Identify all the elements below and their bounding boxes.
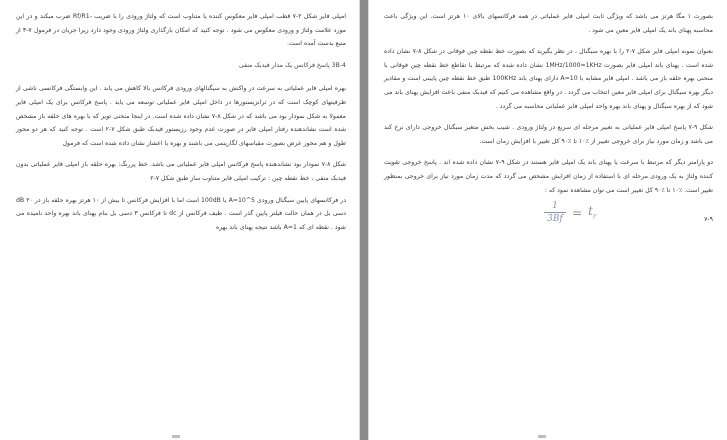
right-paragraph-2: بعنوان نمونه امپلی فایر شکل ۷-۲ را با بهره سیگنال ، در نظر بگیرید که بصورت خط نقطه چین فوقانی در شکل ۸-۷ نشان داده شده است . پهنای باند امپلی فایر بصورت 1MHz/1000=1KHz نشان داده شده که مرتبط با تقاطع خط نقطه چین فوقانی با منحنی بهره حلقه باز می باشد . امپلی فایر مشابه با A=10 دارای پهنای باند 100KHz طبق خط نقطه چین پایینی است و مقادیر دیگر بهره سیگنال برای امپلی فایر معین انتخاب می گردد . در واقع مشاهده می کنیم که فیدبک منفی باعث افزایش پهنای باند می شود که از بهره سیگنال و پهنای باند بهره واحد امپلی فایر عملیاتی محاسبه می گردد . xyxy=(384,48,714,110)
right-page xyxy=(368,0,727,440)
formula-denominator: 3Bf xyxy=(547,214,563,225)
left-paragraph-1: امپلی فایر شکل ۲-۷ قطب امپلی فایر معکوس کننده یا متناوب است که ولتاژ ورودی را با ضریب -Rf/R1 ضرب میکند و در این مورد علامت ولتاژ و ورودی معکوس می شود . توجه کنید که امکان بارگذاری ولتاژ ورودی وجود دارد زیرا جریان در فرمول ۷-۳ از منبع بدست آمده است. xyxy=(16,13,346,48)
formula-fraction xyxy=(544,201,566,224)
rise-time-formula xyxy=(544,201,596,224)
figure-caption-7-8: شکل ۸-۷ نمودار بود نشاندهنده پاسخ فرکانس امپلی فایر عملیاتی می باشد. خط پررنگ: بهره حلقه باز امپلی فایر عملیاتی بدون فیدبک منفی ، خط نقطه چین : ترکیب امپلی فایر متناوب ساز طبق شکل ۷-۲ xyxy=(16,161,346,182)
figure-caption-7-9: شکل ۹-۷ پاسخ امپلی فایر عملیاتی به تغییر مرحله ای سریع در ولتاژ ورودی . شیب بخش متغیر سیگنال خروجی دارای نرخ کند می باشد و زمان مورد نیاز برای خروجی تغییر از ٪۱۰ تا ٪۹۰ کل تغییر با افزایش زمان است. xyxy=(384,124,713,145)
equation-number: ۷-۹ xyxy=(704,215,713,223)
page-footer-mark xyxy=(538,435,546,438)
section-heading: 3B-4 پاسخ فرکانس یک مدار فیدبک منفی xyxy=(238,61,346,69)
equation-row xyxy=(384,199,713,239)
formula-equals: = xyxy=(572,205,583,220)
left-page xyxy=(0,0,360,440)
formula-lhs: $t_r$ xyxy=(588,204,597,221)
left-paragraph-2: بهره امپلی فایر عملیاتی به سرعت در واکنش به سیگنالهای ورودی فرکانس بالا کاهش می یابد . این وابستگی فرکانسی ناشی از ظرفیتهای کوچک است که در ترانزیستورها در داخل امپلی فایر عملیاتی توسعه می یابد . پاسخ فرکانس برای یک امپلی فایر معمولا به شکل نمودار بود می باشد که در شکل ۸-۷ نشان داده شده است. در اینجا منحنی تویر که با بهره های حلقه باز مشخص شده است نشاندهنده رفتار امپلی فایر در صورت عدم وجود رزیستور فیدبک طبق شکل ۷-۲ است . توجه کنید که هر دو محور طول و هم محور عرض بصورت مقیاسهای لگاریتمی می باشند و بهره با اعشار نشان داده شده است که فرمول xyxy=(16,85,347,147)
page-footer-mark xyxy=(172,435,180,438)
left-paragraph-3: در فرکانسهای پایین سیگنال ورودی A=10^5 یا 100dB است اما با افزایش فرکانس تا بیش از ۱۰ هرتز بهره حلقه باز در ۲۰ dB دسی بل در همان حالت فیلتر پایین گذر است . طیف فرکانس از dc تا فرکانس ۳ دسی بل بنام پهنای باند بهره واحد نامیده می شود . نقطه ای که A=1 باشد نتیجه پهنای باند بهره xyxy=(16,196,346,231)
right-paragraph-1: بصورت ۱ مگا هرتز می باشد که ویژگی ثابت امپلی فایر عملیاتی در همه فرکانسهای بالای ۱۰ هرتز است. این ویژگی باعث محاسبه پهنای باند یک امپلی فایر معین می شود . xyxy=(384,13,713,34)
right-paragraph-3: دو پارامتر دیگر که مرتبط با سرعت یا پهنای باند یک امپلی فایر هستند در شکل ۹-۷ نشان داده شده اند . پاسخ خروجی تقویت کننده ولتاژ به یک ورودی مرحله ای با استفاده از زمان افزایش مشخص می گردد که مدت زمان مورد نیاز برای خروجی بمنظور تغییر است. ٪۱۰ تا ٪۹۰ کل تغییر است می توان مشاهده نمود که : xyxy=(384,159,713,194)
formula-numerator: 1 xyxy=(552,201,558,212)
